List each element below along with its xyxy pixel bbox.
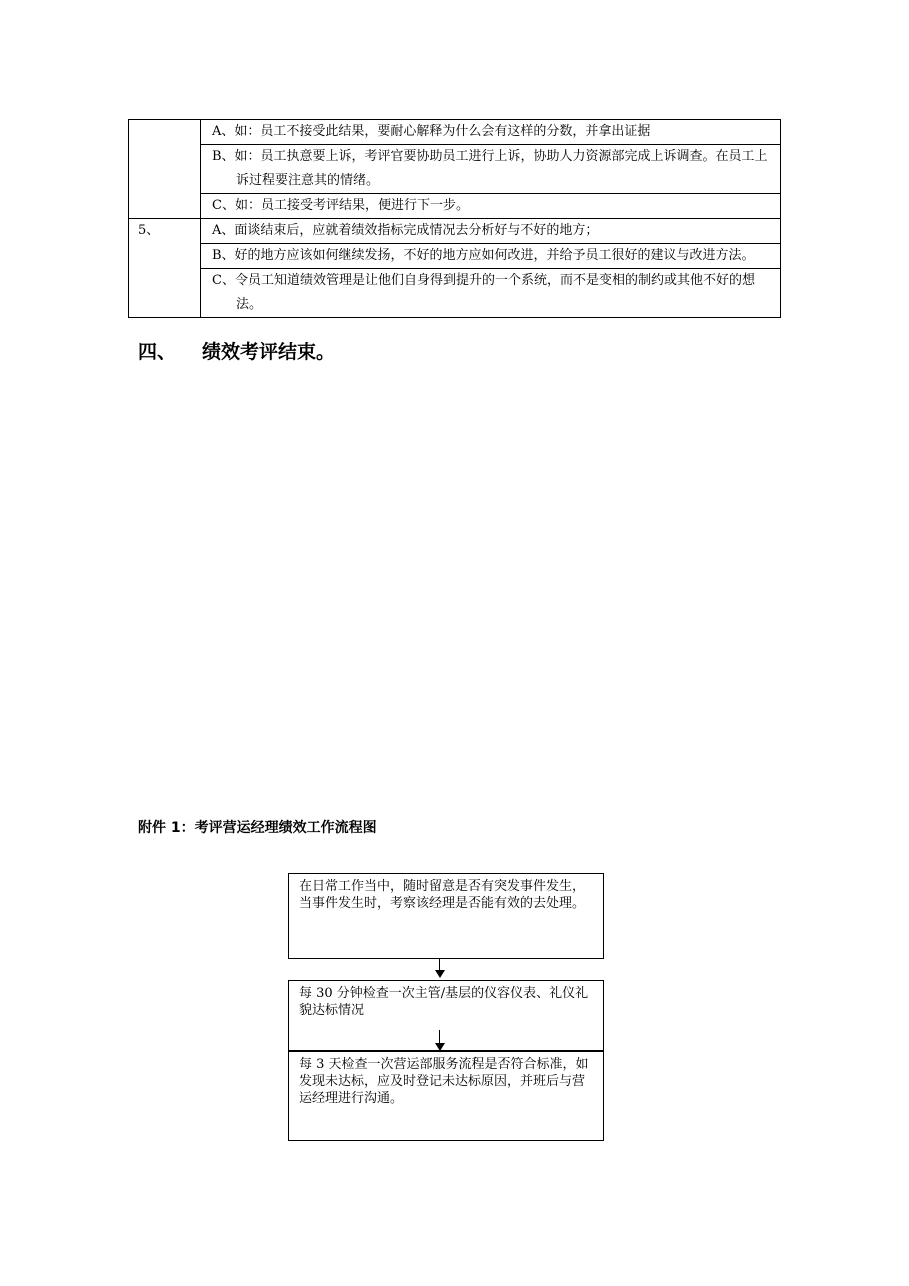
- table-row: [129, 269, 781, 318]
- section-number: 四、: [138, 341, 177, 363]
- procedure-table: [128, 119, 781, 318]
- step-item: C、令员工知道绩效管理是让他们自身得到提升的一个系统，而不是变相的制约或其他不好的想法。: [201, 269, 781, 318]
- section-title: 绩效考评结束。: [202, 341, 336, 363]
- flowchart-step-3: 每 3 天检查一次营运部服务流程是否符合标准，如发现未达标，应及时登记未达标原因，并班后与营运经理进行沟通。: [288, 1051, 604, 1141]
- flowchart-step-1: 在日常工作当中，随时留意是否有突发事件发生，当事件发生时，考察该经理是否能有效的去处理。: [288, 873, 604, 959]
- section-heading: [138, 338, 335, 366]
- arrow-down-icon: [435, 970, 445, 978]
- step-item: B、好的地方应该如何继续发扬，不好的地方应如何改进，并给予员工很好的建议与改进方法。: [201, 244, 781, 269]
- flow-arrow-line: [439, 1030, 440, 1043]
- table-row: [129, 145, 781, 194]
- step-item: A、如：员工不接受此结果，要耐心解释为什么会有这样的分数，并拿出证据: [201, 120, 781, 145]
- step-item: B、如：员工执意要上诉，考评官要协助员工进行上诉，协助人力资源部完成上诉调查。在员工上诉过程要注意其的情绪。: [201, 145, 781, 194]
- table-row: [129, 244, 781, 269]
- table-row: [129, 194, 781, 219]
- flowchart-step-2: 每 30 分钟检查一次主管/基层的仪容仪表、礼仪礼貌达标情况: [288, 980, 604, 1051]
- table-row: [129, 219, 781, 244]
- table-row: [129, 120, 781, 145]
- arrow-down-icon: [435, 1043, 445, 1051]
- step-item: C、如：员工接受考评结果，便进行下一步。: [201, 194, 781, 219]
- step-number: [129, 120, 201, 219]
- appendix-title: 附件 1：考评营运经理绩效工作流程图: [138, 820, 377, 836]
- step-number: 5、: [129, 219, 201, 318]
- step-item: A、面谈结束后，应就着绩效指标完成情况去分析好与不好的地方；: [201, 219, 781, 244]
